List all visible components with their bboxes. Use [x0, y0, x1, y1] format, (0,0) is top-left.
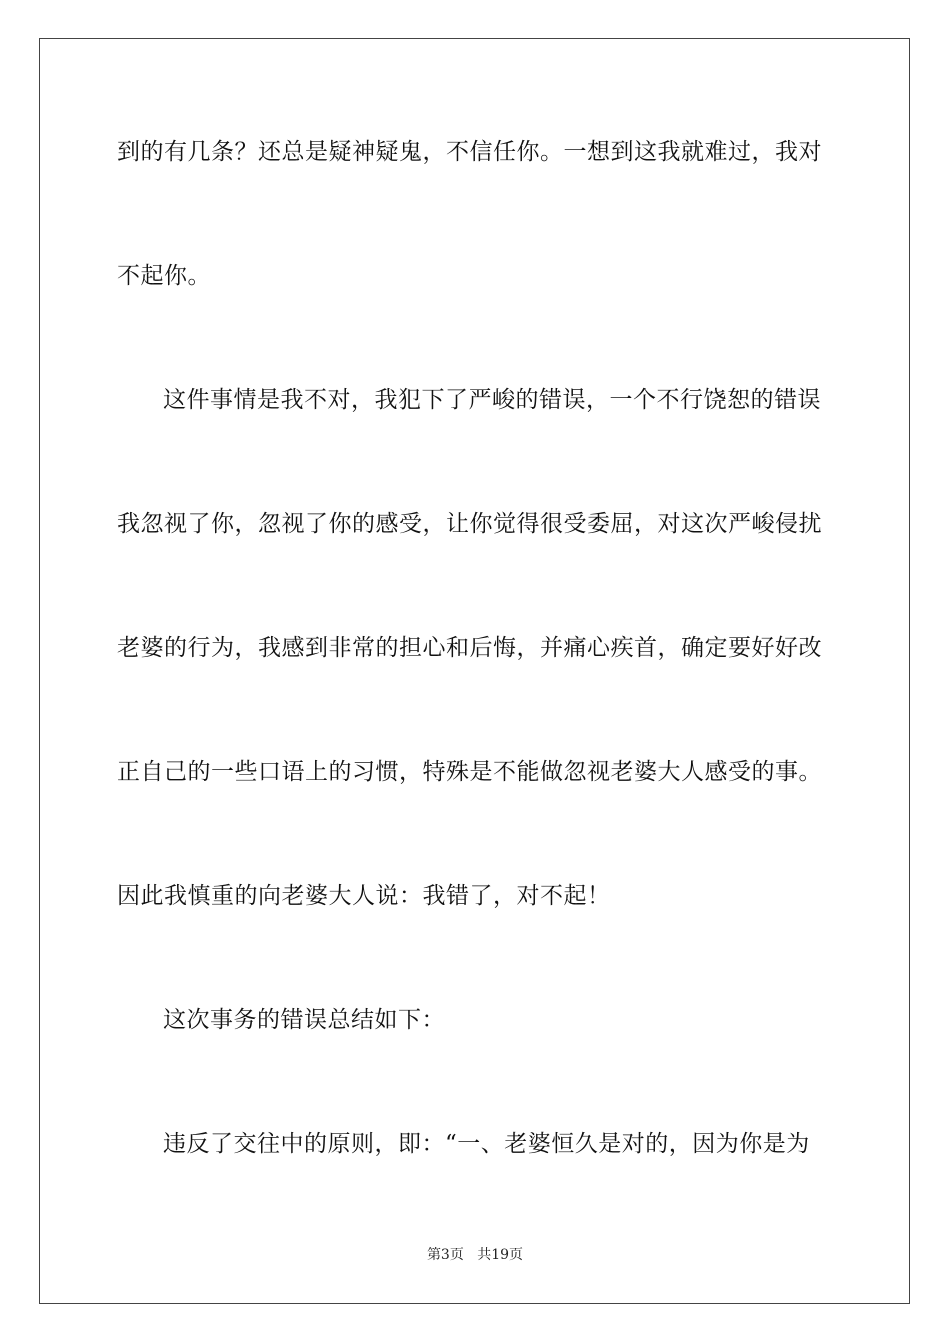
paragraph-line: 正自己的一些口语上的习惯，特殊是不能做忽视老婆大人感受的事。 — [117, 759, 822, 785]
page-border — [39, 38, 910, 1304]
page-total: 共19页 — [477, 1247, 524, 1263]
paragraph-line: 这件事情是我不对，我犯下了严峻的错误，一个不行饶恕的错误 — [163, 387, 821, 413]
paragraph-line: 这次事务的错误总结如下： — [163, 1007, 445, 1033]
paragraph-line: 到的有几条？还总是疑神疑鬼，不信任你。一想到这我就难过，我对 — [117, 139, 822, 165]
page-footer — [0, 1246, 950, 1264]
paragraph-line: 因此我慎重的向老婆大人说：我错了，对不起！ — [117, 883, 611, 909]
page-number: 第3页 — [426, 1247, 464, 1263]
paragraph-line: 不起你。 — [117, 263, 211, 289]
paragraph-line: 老婆的行为，我感到非常的担心和后悔，并痛心疾首，确定要好好改 — [117, 635, 822, 661]
paragraph-line: 我忽视了你，忽视了你的感受，让你觉得很受委屈，对这次严峻侵扰 — [117, 511, 822, 537]
paragraph-line: 违反了交往中的原则，即：“一、老婆恒久是对的，因为你是为 — [163, 1131, 810, 1157]
